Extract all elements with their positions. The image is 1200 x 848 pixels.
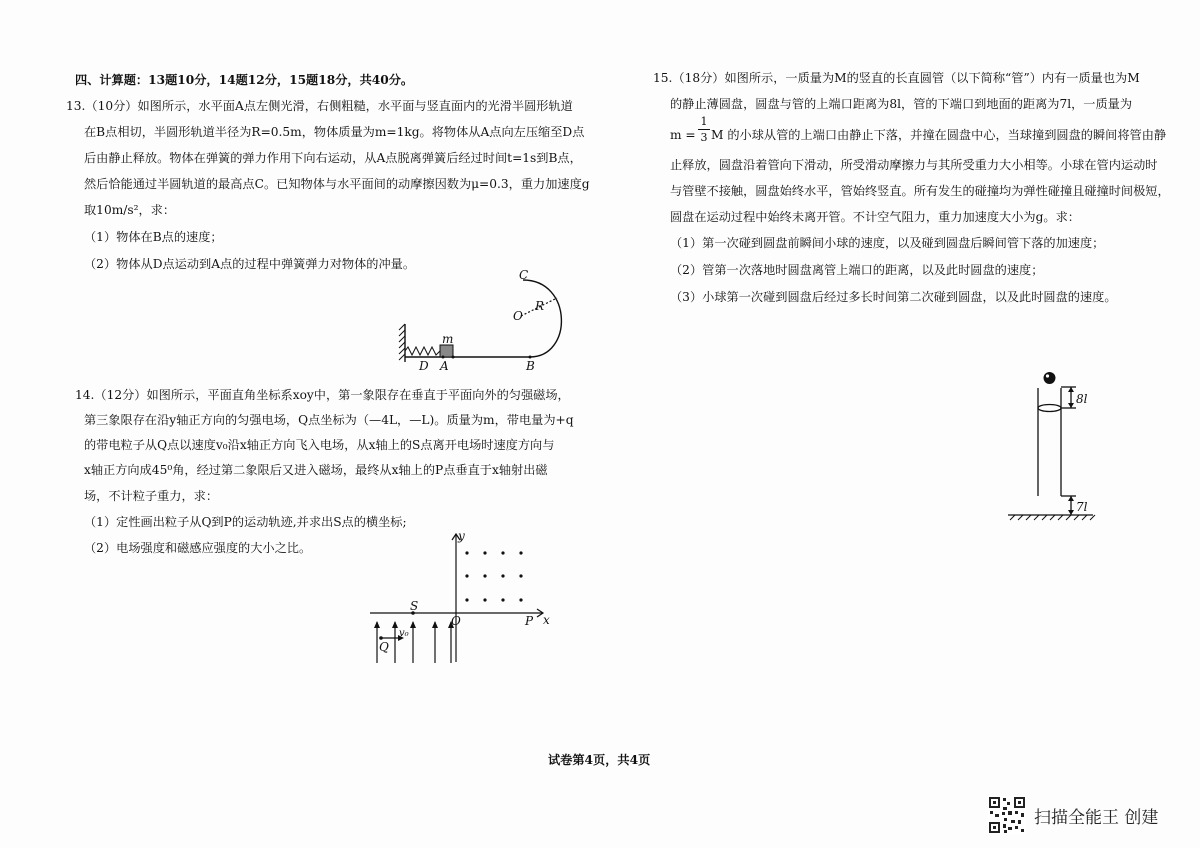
- label-o: O: [513, 309, 523, 323]
- q15-mass-prefix: m =: [670, 128, 696, 142]
- q15-subquestion-3: （3）小球第一次碰到圆盘后经过多长时间第二次碰到圆盘，以及此时圆盘的速度。: [670, 290, 1117, 304]
- dim-arrowhead: [1068, 403, 1074, 408]
- label-7l: 7l: [1076, 500, 1088, 514]
- label-y: y: [458, 529, 465, 543]
- label-b: B: [526, 359, 535, 373]
- label-s: S: [410, 599, 419, 613]
- ball: [1044, 372, 1056, 384]
- q15-line: 圆盘在运动过程中始终未离开管。不计空气阻力，重力加速度大小为g。求：: [670, 210, 1080, 224]
- label-q: Q: [379, 640, 389, 654]
- dim-arrowhead: [1068, 510, 1074, 515]
- q13-line: 取10m/s²，求：: [84, 203, 176, 217]
- dim-arrowhead: [1068, 496, 1074, 501]
- label-v0: v₀: [399, 628, 409, 639]
- magnetic-field-dots: [465, 551, 522, 601]
- dim-arrowhead: [1068, 387, 1074, 392]
- q15-fraction-denominator: 3: [700, 131, 708, 144]
- q14-line: 第三象限存在沿y轴正方向的匀强电场，Q点坐标为（—4L，—L)。质量为m，带电量为+q: [84, 413, 574, 427]
- label-d: D: [419, 359, 429, 373]
- q13-line: 13.（10分）如图所示，水平面A点左侧光滑，右侧粗糙，水平面与竖直面内的光滑半圆形轨道: [66, 99, 573, 113]
- label-r: R: [535, 299, 545, 313]
- block-m: [440, 345, 453, 357]
- disk: [1038, 405, 1061, 412]
- q15-line: 止释放，圆盘沿着管向下滑动，所受滑动摩擦力与其所受重力大小相等。小球在管内运动时: [670, 158, 1158, 172]
- scanner-brand-watermark: 扫描全能王 创建: [1034, 808, 1159, 828]
- field-arrowhead: [410, 621, 416, 628]
- q15-figure: [1000, 370, 1110, 525]
- point-a-dot: [452, 356, 455, 359]
- ball-highlight: [1046, 374, 1049, 377]
- q14-line: 14.（12分）如图所示，平面直角坐标系xoy中，第一象限存在垂直于平面向外的匀强磁场，: [75, 388, 570, 402]
- label-m: m: [442, 332, 454, 346]
- q14-line: 场，不计粒子重力，求：: [84, 489, 219, 503]
- field-arrowhead: [432, 621, 438, 628]
- q14-line: x轴正方向成45⁰角，经过第二象限后又进入磁场，最终从x轴上的P点垂直于x轴射出磁: [84, 463, 548, 477]
- q15-subquestion-2: （2）管第一次落地时圆盘离管上端口的距离，以及此时圆盘的速度；: [670, 263, 1044, 277]
- q15-line: 15.（18分）如图所示，一质量为M的竖直的长直圆管（以下简称“管”）内有一质量也为M: [653, 71, 1140, 85]
- q14-figure: [365, 526, 565, 666]
- q14-line: 的带电粒子从Q点以速度v₀沿x轴正方向飞入电场，从x轴上的S点离开电场时速度方向与: [84, 438, 555, 452]
- ground-hatch: [1010, 515, 1095, 520]
- q13-figure: [395, 266, 595, 378]
- q13-line: 后由静止释放。物体在弹簧的弹力作用下向右运动，从A点脱离弹簧后经过时间t=1s到B点，: [84, 151, 582, 165]
- q14-subquestion-1: （1）定性画出粒子从Q到P的运动轨迹,并求出S点的横坐标;: [84, 515, 407, 529]
- label-x: x: [543, 613, 550, 627]
- q15-line: M 的小球从管的上端口由静止下落，并撞在圆盘中心，当球撞到圆盘的瞬间将管由静: [711, 128, 1167, 142]
- label-p: P: [525, 614, 534, 628]
- semicircle-track: [523, 280, 561, 357]
- q13-line: 然后恰能通过半圆轨道的最高点C。已知物体与水平面间的动摩擦因数为μ=0.3，重力加速度g: [84, 177, 590, 191]
- wall-hatch: [399, 324, 405, 360]
- q14-subquestion-2: （2）电场强度和磁感应强度的大小之比。: [84, 541, 312, 555]
- q13-subquestion-1: （1）物体在B点的速度；: [84, 230, 223, 244]
- fraction-bar: [698, 129, 710, 130]
- page-footer: 试卷第4页，共4页: [548, 753, 651, 767]
- spring: [405, 347, 440, 355]
- label-o: O: [451, 614, 461, 628]
- label-a: A: [440, 359, 449, 373]
- section-header: 四、计算题：13题10分，14题12分，15题18分，共40分。: [75, 73, 414, 87]
- q15-line: 的静止薄圆盘，圆盘与管的上端口距离为8l，管的下端口到地面的距离为7l，一质量为: [670, 97, 1133, 111]
- q15-fraction-numerator: 1: [700, 115, 708, 128]
- q13-line: 在B点相切，半圆形轨道半径为R=0.5m，物体质量为m=1kg。将物体从A点向左压缩至D点: [84, 125, 585, 139]
- qr-code-icon: [988, 796, 1026, 834]
- field-arrowhead: [374, 621, 380, 628]
- q13-subquestion-2: （2）物体从D点运动到A点的过程中弹簧弹力对物体的冲量。: [84, 257, 416, 271]
- label-c: C: [519, 268, 529, 282]
- q15-line: 与管壁不接触，圆盘始终水平，管始终竖直。所有发生的碰撞均为弹性碰撞且碰撞时间极短，: [670, 184, 1170, 198]
- label-8l: 8l: [1076, 392, 1088, 406]
- field-arrowhead: [392, 621, 398, 628]
- q15-subquestion-1: （1）第一次碰到圆盘前瞬间小球的速度，以及碰到圆盘后瞬间管下落的加速度；: [670, 236, 1105, 250]
